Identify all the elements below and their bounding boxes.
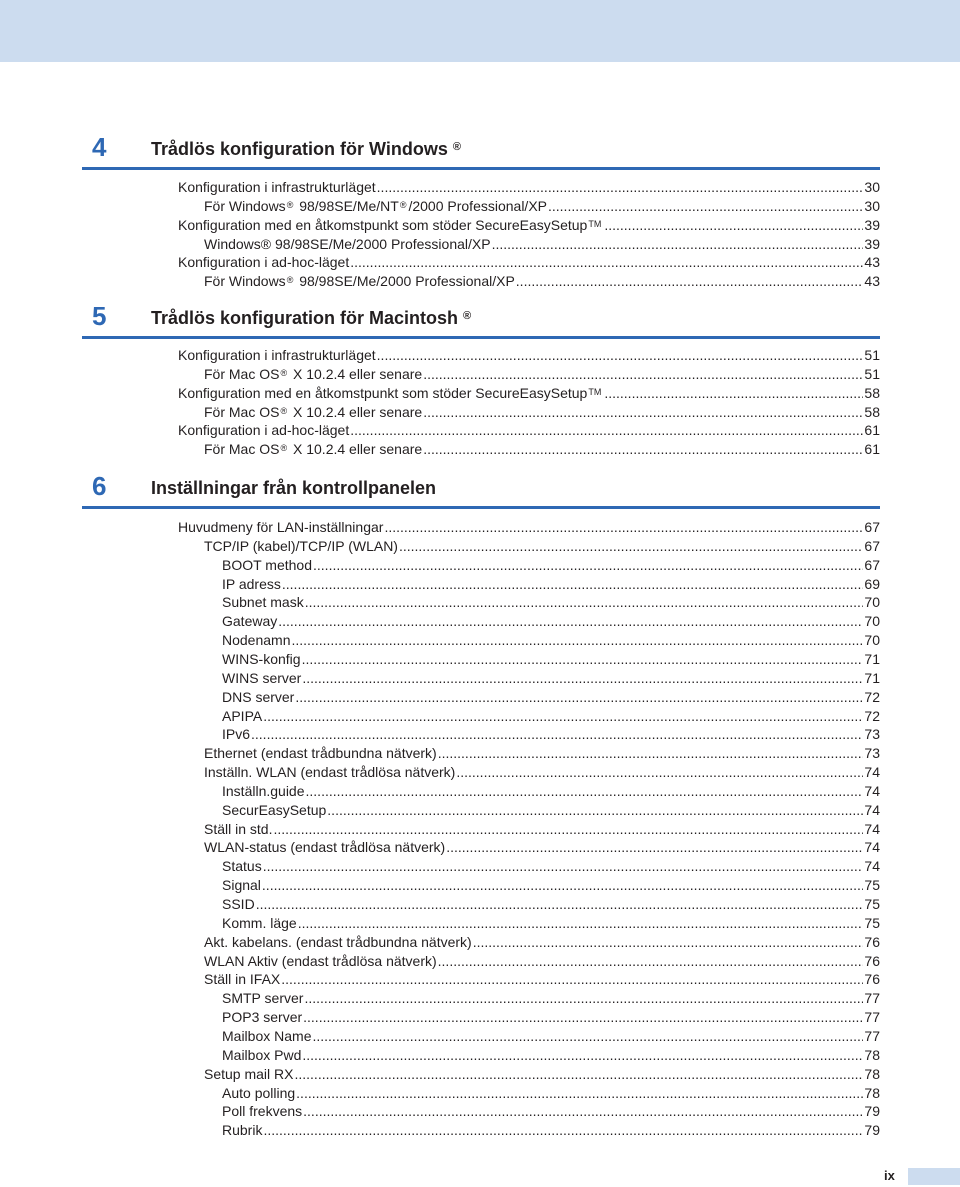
label-text: Mailbox Name [222,1027,312,1044]
dot-leader [302,1046,863,1065]
toc-entry[interactable] [222,914,880,933]
dot-leader [438,952,864,971]
toc-entry[interactable] [204,272,880,291]
toc-entry-label [222,1121,262,1140]
toc-entry-label [222,1102,302,1121]
toc-page-number: 69 [864,575,880,592]
superscript-mark: TM [588,218,602,229]
label-text: Konfiguration i infrastrukturläget [178,347,376,363]
toc-entry-label [222,1046,301,1065]
toc-page-number: 74 [864,782,880,799]
label-text: APIPA [222,707,263,724]
toc-entry-label [204,820,272,839]
label-text: BOOT method [222,556,313,573]
label-text: X 10.2.4 eller senare [289,365,423,382]
label-text: DNS server [222,688,295,705]
dot-leader [423,440,863,459]
toc-entry[interactable] [222,707,880,726]
toc-entry[interactable] [204,537,880,556]
toc-entry-label [222,612,277,631]
chapter-title-text: Trådlös konfiguration för Macintosh [151,308,459,328]
toc-entry-label [222,801,326,820]
toc-page-number: 77 [864,1027,880,1044]
toc-page-number: 74 [864,839,880,856]
dot-leader [456,763,863,782]
label-text: 98/98SE/Me/NT [295,197,399,214]
dot-leader [438,744,864,763]
toc-page-number: 73 [864,726,880,743]
label-text: Konfiguration med en åtkomstpunkt som stöder SecureEasySetup [178,216,588,233]
toc-page-number: 76 [864,952,880,969]
toc-entry-label [204,952,437,971]
toc-entry[interactable] [222,1102,880,1121]
label-text: WLAN Aktiv (endast trådlösa nätverk) [204,952,437,969]
label-text: Mailbox Pwd [222,1046,302,1063]
dot-leader [604,384,863,403]
chapter-title-text: Inställningar från kontrollpanelen [151,478,437,498]
toc-entry-label [222,989,303,1008]
dot-leader [377,178,864,197]
chapter-rule [82,506,880,509]
toc-entry[interactable] [204,952,880,971]
toc-entry-label [222,857,262,876]
label-text: WLAN-status (endast trådlösa nätverk) [204,839,446,856]
toc-page-number: 76 [864,971,880,988]
dot-leader [295,688,863,707]
registered-mark: ® [452,141,461,153]
dot-leader [304,989,863,1008]
toc-entry[interactable] [204,235,880,254]
toc-entry-label [222,876,261,895]
toc-page-number: 78 [864,1046,880,1063]
toc-entry-label [222,1008,302,1027]
dot-leader [350,253,863,272]
toc-page-number: 67 [864,519,880,535]
dot-leader [273,820,863,839]
toc-entry[interactable] [204,820,880,839]
dot-leader [263,707,863,726]
dot-leader [350,421,863,440]
label-text: SSID [222,896,255,912]
dot-leader [384,518,863,537]
dot-leader [251,725,863,744]
dot-leader [302,669,863,688]
toc-entry-label [178,384,603,403]
toc-page-number: 75 [864,914,880,931]
toc-entry[interactable] [178,216,880,235]
toc-entry-label [178,346,376,365]
toc-entry-label [178,216,603,235]
toc-entry-label [178,178,376,197]
toc-entry[interactable] [222,989,880,1008]
toc-entry-label [222,575,281,594]
toc-entry[interactable] [222,1027,880,1046]
toc-entry[interactable] [204,744,880,763]
toc-entry[interactable] [204,440,880,459]
toc-page-number: 67 [864,556,880,573]
toc-page-number: 76 [864,933,880,950]
toc-page-number: 74 [864,858,880,875]
toc-entry-label [222,593,304,612]
toc-entry-label [222,688,294,707]
chapter-rule [82,336,880,339]
toc-entry[interactable] [222,612,880,631]
toc-entry[interactable] [222,857,880,876]
label-text: Rubrik [222,1122,263,1139]
toc-entry-label [178,253,349,272]
toc-page-number: 51 [864,365,880,382]
toc-entry[interactable] [178,253,880,272]
toc-page-number: 74 [864,801,880,818]
superscript-mark: ® [280,443,288,454]
chapter-title[interactable] [151,305,471,331]
dot-leader [492,235,864,254]
header-band [0,0,960,62]
toc-page-number: 71 [864,650,880,667]
toc-page-number: 74 [864,820,880,837]
toc-entry-label [222,669,301,688]
superscript-mark: ® [280,405,288,416]
label-text: Komm. läge [222,914,297,931]
label-text: Inställn.guide [222,782,305,799]
toc-page-number: 72 [864,688,880,705]
toc-entry[interactable] [222,1121,880,1140]
toc-entry[interactable] [222,575,880,594]
toc-entry[interactable] [222,631,880,650]
toc-page-number: 39 [864,216,880,233]
toc-page-number: 75 [864,877,880,894]
label-text: Setup mail RX [204,1065,294,1082]
label-text: Konfiguration i ad-hoc-läget [178,254,350,271]
dot-leader [327,801,863,820]
dot-leader [604,216,863,235]
toc-entry-label [204,440,422,459]
label-text: Subnet mask [222,594,304,611]
superscript-mark: ® [286,199,294,210]
toc-entry[interactable] [178,178,880,197]
toc-entry-label [204,744,437,763]
toc-entry[interactable] [222,876,880,895]
dot-leader [305,593,864,612]
toc-page-number: 79 [864,1122,880,1139]
toc-page-number: 61 [864,441,880,458]
toc-entry-label [222,707,262,726]
toc-entry-label [178,421,349,440]
toc-page-number: 75 [864,896,880,912]
toc-page-number: 30 [864,197,880,214]
label-text: Signal [222,877,261,894]
toc-entry-label [204,365,422,384]
toc-entry-label [204,272,515,291]
label-text: För Windows [204,197,286,214]
dot-leader [313,556,863,575]
toc-entry-label [204,933,472,952]
toc-entry[interactable] [222,725,880,744]
toc-entry[interactable] [222,1046,880,1065]
label-text: Gateway [222,613,278,630]
toc-page-number: 58 [864,384,880,401]
chapter-rule [82,167,880,170]
label-text: Konfiguration i ad-hoc-läget [178,422,350,439]
toc-entry[interactable] [222,650,880,669]
dot-leader [423,365,863,384]
dot-leader [473,933,864,952]
toc-entry-label [222,725,250,744]
toc-entry-label [222,782,305,801]
chapter-title-text: Trådlös konfiguration för Windows [151,139,448,159]
toc-entry[interactable] [178,346,880,365]
toc-entry-label [222,556,312,575]
toc-entry-label [204,197,547,216]
dot-leader [281,970,863,989]
dot-leader [282,575,864,594]
toc-entry-label [222,895,255,914]
label-text: TCP/IP (kabel)/TCP/IP (WLAN) [204,537,398,554]
label-text: Huvudmeny för LAN-inställningar [178,519,384,535]
label-text: WINS server [222,669,302,686]
dot-leader [302,650,864,669]
toc-entry-label [222,914,297,933]
label-text: Konfiguration med en åtkomstpunkt som stöder SecureEasySetup [178,384,588,401]
toc-entry[interactable] [178,518,880,537]
toc-page-number: 74 [864,764,880,781]
label-text: Akt. kabelans. (endast trådbundna nätverk) [204,933,472,950]
label-text: 98/98SE/Me/2000 Professional/XP [295,273,515,290]
toc-entry-label [204,235,491,254]
dot-leader [263,857,864,876]
page-number: ix [884,1168,895,1183]
toc-entry[interactable] [222,556,880,575]
toc-page-number: 30 [864,179,880,195]
toc-page-number: 77 [864,1009,880,1026]
dot-leader [278,612,863,631]
toc-page-number: 70 [864,613,880,630]
toc-entry-label [204,403,422,422]
label-text: För Mac OS [204,365,280,382]
toc-page-number: 70 [864,632,880,649]
dot-leader [256,895,864,914]
toc-page-number: 78 [864,1084,880,1101]
toc-entry[interactable] [204,365,880,384]
label-text: SMTP server [222,990,304,1007]
toc-entry[interactable] [204,970,880,989]
label-text: För Mac OS [204,403,280,420]
toc-entry[interactable] [204,1065,880,1084]
toc-page-number: 72 [864,707,880,724]
toc-entry-label [222,631,291,650]
label-text: SecurEasySetup [222,801,327,818]
label-text: WINS-konfig [222,650,301,667]
toc-entry[interactable] [222,593,880,612]
toc-page-number: 43 [864,273,880,290]
dot-leader [298,914,864,933]
dot-leader [303,1102,863,1121]
label-text: IP adress [222,575,281,592]
toc-page-number: 67 [864,537,880,554]
label-text: Konfiguration i infrastrukturläget [178,179,376,195]
superscript-mark: ® [399,199,407,210]
toc-page-number: 39 [864,235,880,252]
dot-leader [306,782,864,801]
toc-page-number: 73 [864,745,880,762]
label-text: Nodenamn [222,632,291,649]
chapter-number: 5 [92,301,107,331]
chapter-number: 6 [92,471,107,501]
toc-entry[interactable] [222,1084,880,1103]
label-text: För Mac OS [204,441,280,458]
toc-page-number: 78 [864,1065,880,1082]
dot-leader [399,537,863,556]
toc-entry-label [204,1065,293,1084]
toc-entry-label [204,537,398,556]
toc-page-number: 79 [864,1103,880,1120]
toc-entry-label [178,518,383,537]
chapter-title[interactable] [151,136,461,162]
toc-entry[interactable] [204,197,880,216]
toc-entry-label [204,970,280,989]
dot-leader [263,1121,863,1140]
dot-leader [423,403,863,422]
toc-entry[interactable] [204,933,880,952]
label-text: IPv6 [222,726,251,743]
dot-leader [516,272,864,291]
label-text: POP3 server [222,1009,303,1026]
toc-entry-label [204,763,455,782]
label-text: X 10.2.4 eller senare [289,441,423,458]
toc-entry-label [222,1084,295,1103]
registered-mark: ® [463,310,472,322]
footer-tab [908,1168,960,1185]
toc-entry[interactable] [222,801,880,820]
label-text: Status [222,858,262,875]
label-text: /2000 Professional/XP [408,197,547,214]
label-text: Windows® 98/98SE/Me/2000 Professional/XP [204,235,491,252]
label-text: Inställn. WLAN (endast trådlösa nätverk) [204,764,456,781]
toc-entry[interactable] [222,895,880,914]
toc-page-number: 43 [864,254,880,271]
toc-page-number: 58 [864,403,880,420]
chapter-number: 4 [92,132,107,162]
toc-entry[interactable] [204,838,880,857]
label-text: Auto polling [222,1084,296,1101]
label-text: X 10.2.4 eller senare [289,403,423,420]
dot-leader [446,838,863,857]
toc-page-number: 77 [864,990,880,1007]
dot-leader [377,346,864,365]
toc-page-number: 51 [864,347,880,363]
toc-page-number: 71 [864,669,880,686]
label-text: Poll frekvens [222,1103,303,1120]
chapter-title[interactable] [151,475,436,501]
toc-entry[interactable] [222,1008,880,1027]
toc-entry[interactable] [222,688,880,707]
dot-leader [303,1008,863,1027]
dot-leader [296,1084,863,1103]
superscript-mark: ® [286,275,294,286]
dot-leader [548,197,863,216]
superscript-mark: TM [588,386,602,397]
dot-leader [292,631,864,650]
label-text: För Windows [204,273,286,290]
dot-leader [312,1027,863,1046]
toc-page-number: 70 [864,594,880,611]
toc-entry-label [222,650,301,669]
toc-page-number: 61 [864,422,880,439]
toc-entry[interactable] [222,669,880,688]
label-text: Ställ in IFAX [204,971,281,988]
superscript-mark: ® [280,367,288,378]
dot-leader [262,876,864,895]
toc-entry[interactable] [178,421,880,440]
label-text: Ställ in std. [204,820,273,837]
toc-entry[interactable] [204,403,880,422]
toc-entry-label [222,1027,311,1046]
toc-entry[interactable] [178,384,880,403]
dot-leader [294,1065,863,1084]
label-text: Ethernet (endast trådbundna nätverk) [204,745,437,762]
toc-entry-label [204,838,445,857]
toc-entry[interactable] [222,782,880,801]
toc-entry[interactable] [204,763,880,782]
